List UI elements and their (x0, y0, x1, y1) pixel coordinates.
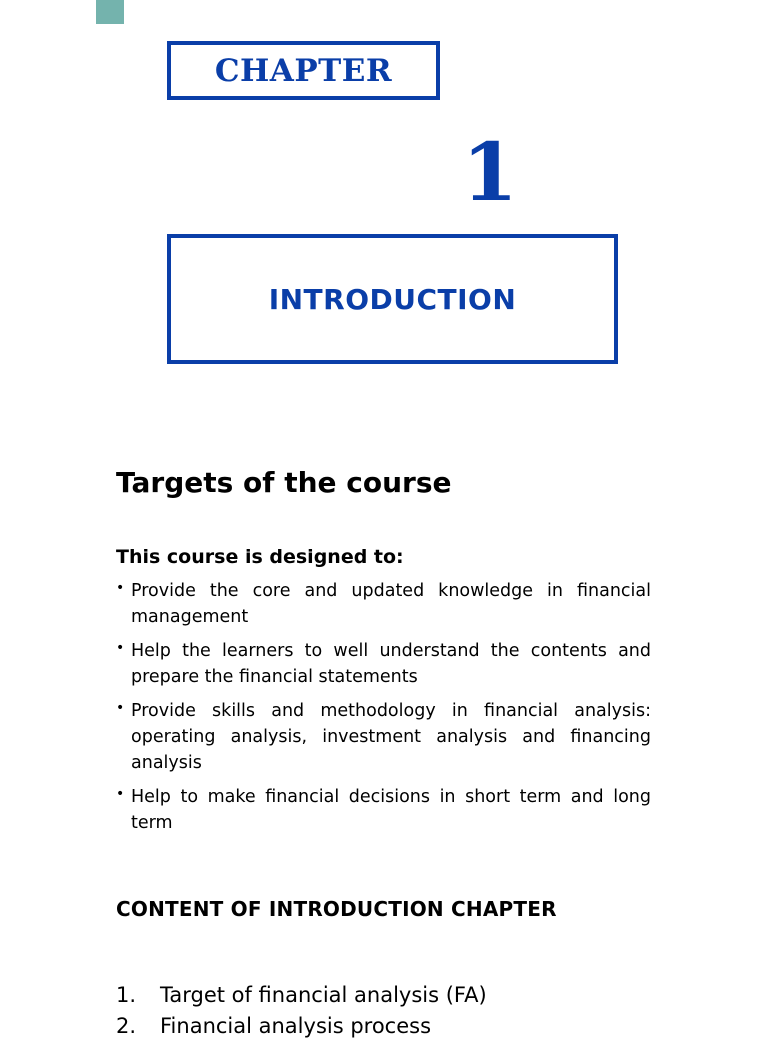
targets-list (116, 578, 651, 844)
content-item-text: Financial analysis process (160, 1014, 432, 1038)
content-item-number: 2. (116, 1014, 137, 1038)
list-item-text: Provide skills and methodology in financial analysis: operating analysis, investment analysis and financing analysis (131, 701, 651, 773)
list-item (116, 784, 651, 836)
chapter-label: CHAPTER (214, 52, 393, 89)
targets-subheading: This course is designed to: (116, 546, 404, 568)
corner-decoration (96, 0, 124, 24)
list-item (116, 638, 651, 690)
targets-heading: Targets of the course (116, 466, 452, 499)
chapter-title-box (167, 234, 618, 364)
bullet-icon: • (116, 640, 125, 656)
content-list (116, 980, 487, 1042)
list-item-text: Help to make financial decisions in short term and long term (131, 787, 651, 833)
bullet-icon: • (116, 580, 125, 596)
list-item-text: Provide the core and updated knowledge in financial management (131, 581, 651, 627)
bullet-icon: • (116, 700, 125, 716)
content-item (116, 980, 487, 1011)
content-item (116, 1011, 487, 1042)
content-item-number: 1. (116, 983, 137, 1007)
list-item-text: Help the learners to well understand the contents and prepare the financial statements (131, 641, 651, 687)
content-heading: CONTENT OF INTRODUCTION CHAPTER (116, 897, 557, 921)
chapter-label-box (167, 41, 440, 100)
list-item (116, 698, 651, 776)
content-item-text: Target of financial analysis (FA) (160, 983, 487, 1007)
bullet-icon: • (116, 786, 125, 802)
chapter-number: 1 (462, 125, 518, 219)
list-item (116, 578, 651, 630)
chapter-title: INTRODUCTION (268, 282, 517, 316)
